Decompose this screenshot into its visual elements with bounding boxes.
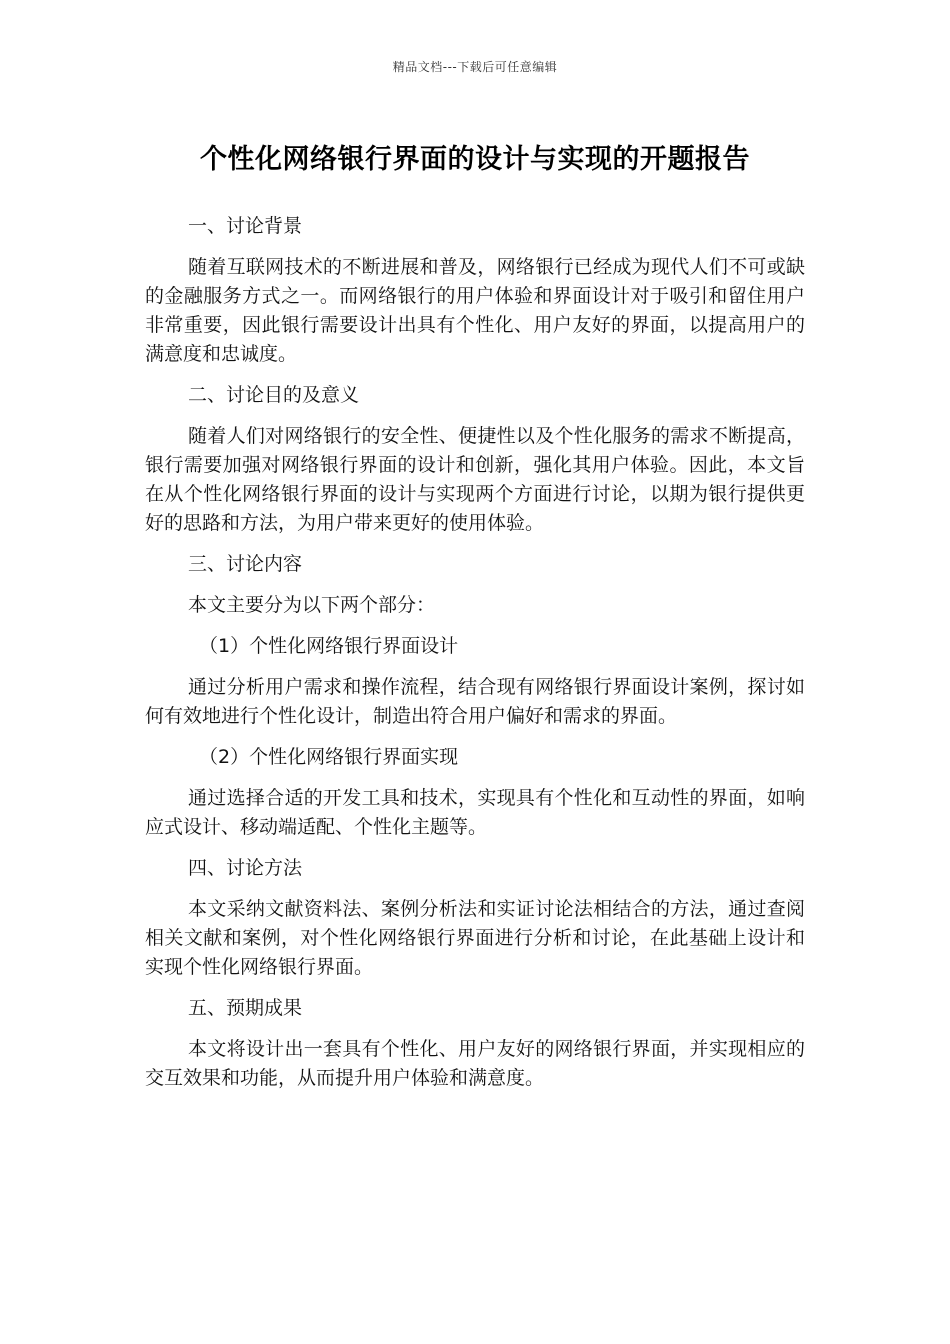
section-paragraph-purpose: 随着人们对网络银行的安全性、便捷性以及个性化服务的需求不断提高，银行需要加强对网络银行界面的设计和创新，强化其用户体验。因此，本文旨在从个性化网络银行界面的设计与实现两个方面进行讨论，以期为银行提供更好的思路和方法，为用户带来更好的使用体验。 xyxy=(145,425,805,534)
section-paragraph-method: 本文采纳文献资料法、案例分析法和实证讨论法相结合的方法，通过查阅相关文献和案例，对个性化网络银行界面进行分析和讨论，在此基础上设计和实现个性化网络银行界面。 xyxy=(145,898,805,978)
subsection-paragraph-design: 通过分析用户需求和操作流程，结合现有网络银行界面设计案例，探讨如何有效地进行个性化设计，制造出符合用户偏好和需求的界面。 xyxy=(145,676,805,727)
section-heading-expected-results: 五、预期成果 xyxy=(188,997,303,1019)
section-paragraph-background: 随着互联网技术的不断进展和普及，网络银行已经成为现代人们不可或缺的金融服务方式之一。而网络银行的用户体验和界面设计对于吸引和留住用户非常重要，因此银行需要设计出具有个性化、用户友好的界面，以提高用户的满意度和忠诚度。 xyxy=(145,256,805,365)
subsection-paragraph-implementation: 通过选择合适的开发工具和技术，实现具有个性化和互动性的界面，如响应式设计、移动端适配、个性化主题等。 xyxy=(145,787,805,838)
section-heading-background: 一、讨论背景 xyxy=(188,215,303,237)
section-heading-purpose: 二、讨论目的及意义 xyxy=(188,384,360,406)
subsection-heading-design: （1）个性化网络银行界面设计 xyxy=(199,635,459,657)
section-paragraph-content-intro: 本文主要分为以下两个部分： xyxy=(188,594,436,616)
section-paragraph-expected-results: 本文将设计出一套具有个性化、用户友好的网络银行界面，并实现相应的交互效果和功能，从而提升用户体验和满意度。 xyxy=(145,1038,805,1089)
subsection-heading-implementation: （2）个性化网络银行界面实现 xyxy=(199,746,459,768)
page-header: 精品文档---下载后可任意编辑 xyxy=(392,60,558,74)
document-body xyxy=(145,212,805,1105)
section-heading-content: 三、讨论内容 xyxy=(188,553,303,575)
section-heading-method: 四、讨论方法 xyxy=(188,857,303,879)
document-title: 个性化网络银行界面的设计与实现的开题报告 xyxy=(200,144,750,175)
